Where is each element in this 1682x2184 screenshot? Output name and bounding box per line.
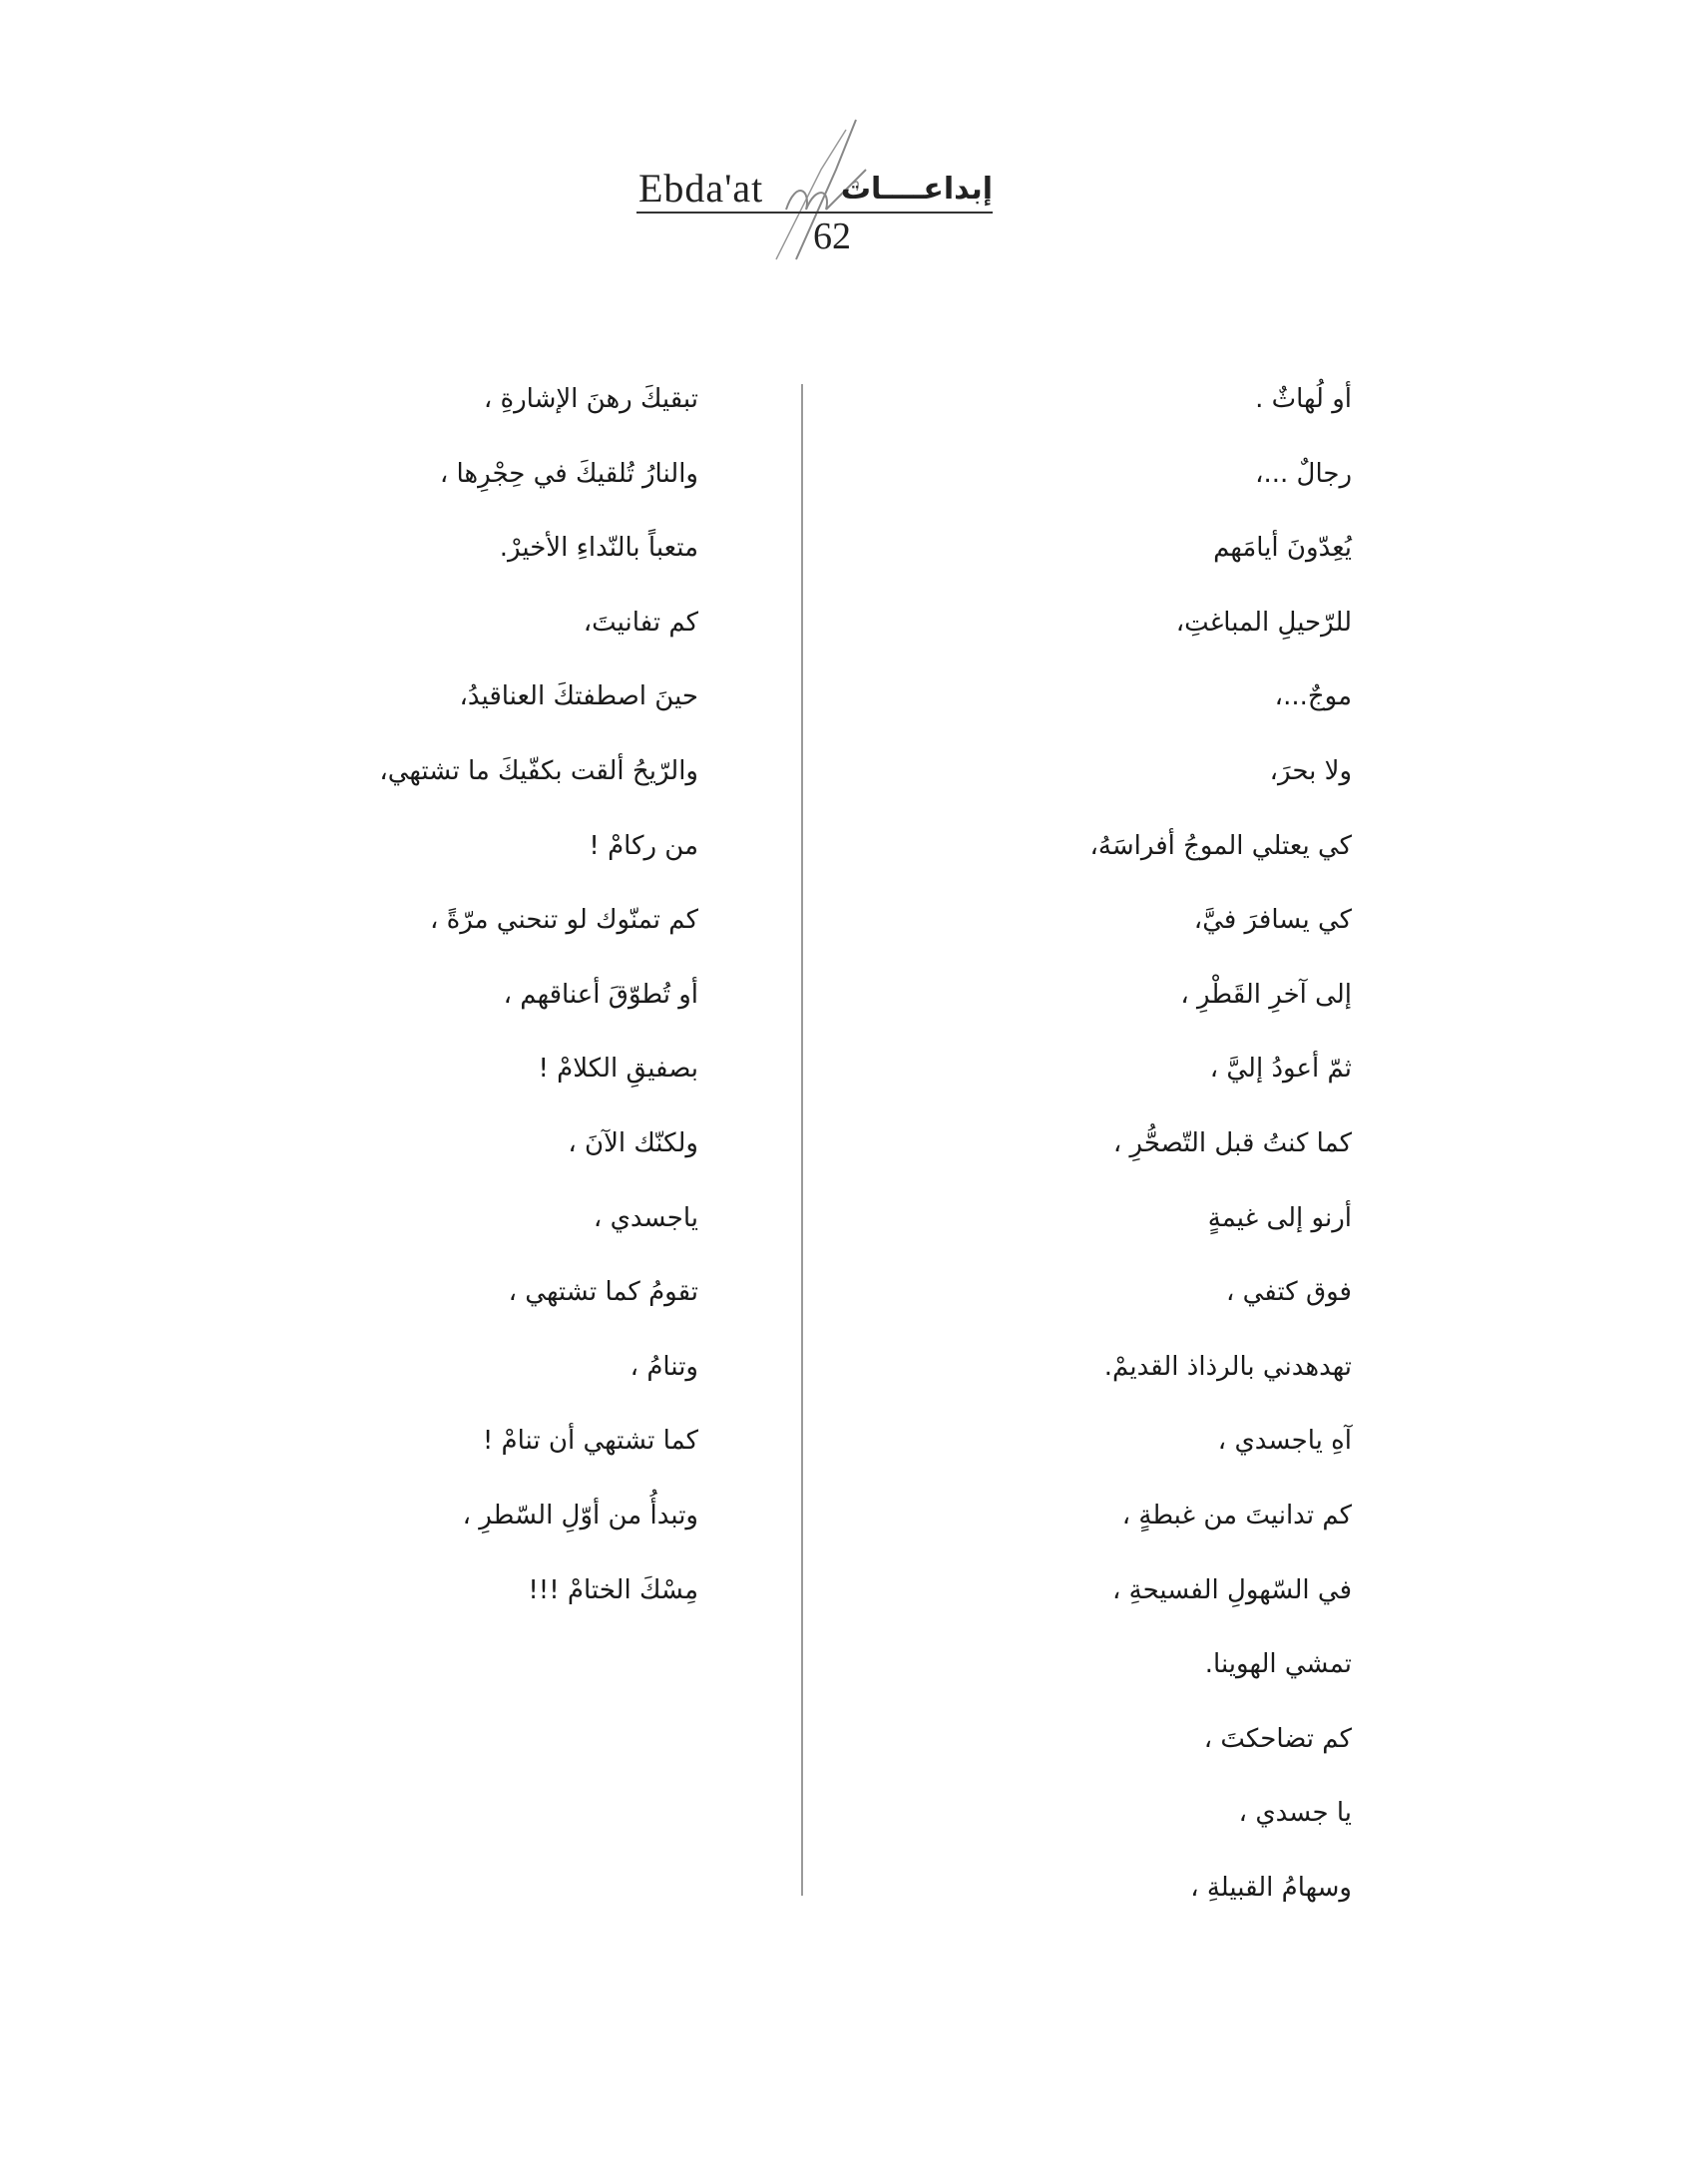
- verse-line: حينَ اصطفتكَ العناقيدُ،: [459, 681, 698, 712]
- verse-line: يُعِدّونَ أيامَهم: [1213, 533, 1352, 564]
- verse-line: للرّحيلِ المباغتِ،: [1175, 607, 1352, 638]
- verse-line: كي يسافرَ فيَّ،: [1193, 905, 1352, 936]
- verse-line: في السّهولِ الفسيحةِ ،: [1112, 1574, 1352, 1605]
- journal-title-english: Ebda'at: [638, 166, 764, 211]
- verse-line: بصفيقِ الكلامْ !: [538, 1054, 698, 1085]
- verse-line: ثمّ أعودُ إليَّ ،: [1209, 1054, 1352, 1085]
- verse-line: تمشي الهوينا.: [1204, 1649, 1352, 1680]
- verse-line: موجٌ...،: [1274, 681, 1352, 712]
- verse-line: وتنامُ ،: [630, 1351, 698, 1382]
- poem-column-right: [833, 372, 1352, 1935]
- verse-line: ولكنّك الآنَ ،: [568, 1127, 698, 1158]
- verse-line: وسهامُ القبيلةِ ،: [1190, 1872, 1352, 1903]
- verse-line: فوق كتفي ،: [1225, 1277, 1352, 1308]
- verse-line: أو تُطوّقَ أعناقهم ،: [503, 979, 698, 1010]
- verse-line: كما كنتُ قبل التّصحُّرِ ،: [1112, 1127, 1352, 1158]
- verse-line: كما تشتهي أن تنامْ !: [482, 1426, 698, 1457]
- verse-line: ولا بحرَ،: [1269, 755, 1352, 786]
- verse-line: والنارُ تُلقيكَ في حِجْرِها ،: [439, 458, 698, 489]
- verse-line: متعباً بالنّداءِ الأخيرْ.: [499, 533, 698, 564]
- poem-column-left: [180, 372, 698, 1637]
- page-number: 62: [813, 216, 851, 257]
- verse-line: أو لُهاثٌ .: [1255, 384, 1352, 414]
- verse-line: من ركامْ !: [589, 830, 698, 861]
- verse-line: والرّيحُ ألقت بكفّيكَ ما تشتهي،: [379, 755, 698, 786]
- verse-line: كم تضاحكتَ ،: [1203, 1723, 1352, 1754]
- verse-line: كي يعتلي الموجُ أفراسَهُ،: [1089, 830, 1352, 861]
- verse-line: مِسْكَ الختامْ !!!: [528, 1574, 698, 1605]
- page-header: [619, 110, 1038, 269]
- verse-line: كم تفانيتَ،: [583, 607, 698, 638]
- header-rule: [636, 212, 993, 214]
- verse-line: وتبدأُ من أوّلِ السّطرِ ،: [462, 1500, 698, 1530]
- verse-line: يا جسدي ،: [1238, 1798, 1352, 1829]
- verse-line: آهِ ياجسدي ،: [1217, 1426, 1352, 1457]
- verse-line: كم تدانيتَ من غبطةٍ ،: [1121, 1500, 1352, 1530]
- verse-line: رجالٌ ...،: [1255, 458, 1352, 489]
- journal-title-arabic: إبداعــــات: [840, 172, 993, 207]
- verse-line: تهدهدني بالرذاذ القديمْ.: [1103, 1351, 1352, 1382]
- verse-line: أرنو إلى غيمةٍ: [1207, 1202, 1352, 1233]
- column-divider: [801, 384, 803, 1896]
- verse-line: تبقيكَ رهنَ الإشارةِ ،: [483, 384, 698, 414]
- verse-line: كم تمنّوك لو تنحني مرّةً ،: [429, 905, 698, 936]
- verse-line: ياجسدي ،: [593, 1202, 698, 1233]
- verse-line: تقومُ كما تشتهي ،: [508, 1277, 698, 1308]
- verse-line: إلى آخرِ القَطْرِ ،: [1180, 979, 1352, 1010]
